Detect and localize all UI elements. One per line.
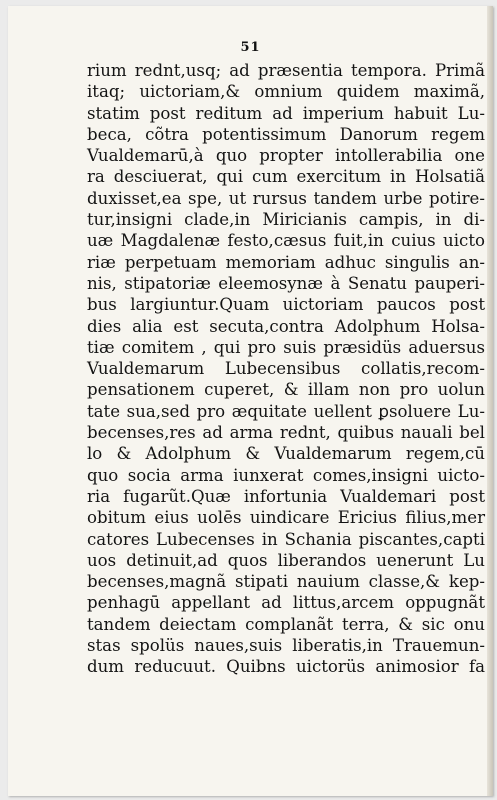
text-line: duxisset,ea spe, ut rursus tandem urbe potire- xyxy=(87,188,485,208)
text-line: obitum eius uolēs uindicare Ericius filius,mer xyxy=(87,508,485,528)
body-text xyxy=(87,60,485,678)
text-line: becenses,magnã stipati nauium classe,& kep- xyxy=(87,572,485,592)
text-line: lo & Adolphum & Vualdemarum regem,cū xyxy=(87,444,485,464)
text-line: beca, cõtra potentissimum Danorum regem xyxy=(87,124,485,144)
text-line: stas spolüs naues,suis liberatis,in Trauemun- xyxy=(87,636,485,656)
text-line: itaq; uictoriam,& omnium quidem maximã, xyxy=(87,82,485,102)
text-line: dies alia est secuta,contra Adolphum Holsa- xyxy=(87,316,485,336)
text-line: tate sua,sed pro æquitate uellent ꝑsoluere Lu- xyxy=(87,401,485,421)
text-line: nis, stipatoriæ eleemosynæ à Senatu pauperi- xyxy=(87,273,485,293)
text-line: catores Lubecenses in Schania piscantes,capti xyxy=(87,529,485,549)
text-line: Vualdemarū,à quo propter intollerabilia one xyxy=(87,146,485,166)
text-line: pensationem cuperet, & illam non pro uolun xyxy=(87,380,485,400)
text-line: ra desciuerat, qui cum exercitum in Holsatiã xyxy=(87,167,485,187)
text-line: uos detinuit,ad quos liberandos uenerunt Lu xyxy=(87,550,485,570)
page-number: 51 xyxy=(240,40,261,55)
text-line: bus largiuntur.Quam uictoriam paucos post xyxy=(87,295,485,315)
text-line: rium rednt,usq; ad præsentia tempora. Primã xyxy=(87,61,485,80)
text-line: ria fugarũt.Quæ infortunia Vualdemari post xyxy=(87,486,485,506)
text-line: statim post reditum ad imperium habuit Lu- xyxy=(87,103,485,123)
book-page xyxy=(8,6,493,796)
text-line: penhagū appellant ad littus,arcem oppugnãt xyxy=(87,593,485,613)
text-line: tur,insigni clade,in Miricianis campis, in di- xyxy=(87,210,485,230)
text-line: uæ Magdalenæ festo,cæsus fuit,in cuius uicto xyxy=(87,231,485,251)
text-line: riæ perpetuam memoriam adhuc singulis an- xyxy=(87,252,485,272)
text-line: becenses,res ad arma rednt, quibus nauali bel xyxy=(87,423,485,443)
text-line: tiæ comitem , qui pro suis præsidüs aduersus xyxy=(87,337,485,357)
text-line: quo socia arma iunxerat comes,insigni uicto- xyxy=(87,465,485,485)
text-line: dum reducuut. Quibns uictorüs animosior fa xyxy=(87,657,485,677)
page-gutter-shadow xyxy=(487,6,493,796)
text-line: Vualdemarum Lubecensibus collatis,recom- xyxy=(87,359,485,379)
text-line: tandem deiectam complanãt terra, & sic onu xyxy=(87,614,485,634)
